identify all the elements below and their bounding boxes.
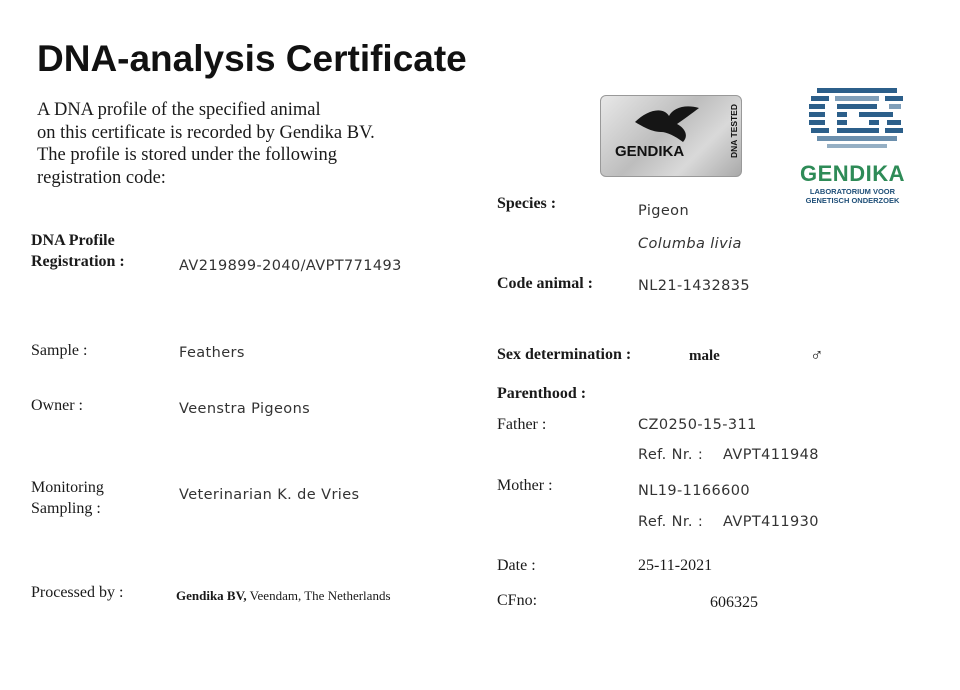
date-label: Date : — [497, 557, 536, 574]
owner-value: Veenstra Pigeons — [179, 401, 311, 417]
processed-company: Gendika BV, — [176, 588, 247, 603]
intro-line: registration code: — [37, 167, 166, 188]
date-value: 25-11-2021 — [638, 557, 713, 574]
pigeon-icon — [633, 102, 703, 146]
logo-subtitle: GENETISCH ONDERZOEK — [805, 196, 900, 205]
mother-label: Mother : — [497, 477, 553, 494]
logo-subtitle: LABORATORIUM VOOR — [809, 187, 896, 196]
cfno-label: CFno: — [497, 592, 538, 609]
species-label: Species : — [497, 195, 557, 212]
father-value: CZ0250-15-311 — [638, 417, 757, 433]
sticker-brand: GENDIKA — [615, 143, 685, 160]
father-label: Father : — [497, 416, 547, 433]
sticker-tested-label: DNA TESTED — [729, 104, 739, 158]
monitoring-value: Veterinarian K. de Vries — [179, 487, 360, 503]
processed-label: Processed by : — [31, 584, 124, 601]
monitoring-label: Sampling : — [31, 500, 101, 517]
processed-value — [176, 588, 391, 604]
owner-label: Owner : — [31, 397, 83, 414]
registration-value: AV219899-2040/AVPT771493 — [179, 258, 402, 274]
sex-label: Sex determination : — [497, 346, 632, 363]
sample-label: Sample : — [31, 342, 88, 359]
mother-ref-label: Ref. Nr. : — [638, 514, 704, 530]
certificate-title: DNA-analysis Certificate — [37, 38, 467, 79]
sample-value: Feathers — [179, 345, 245, 361]
cfno-value: 606325 — [710, 594, 758, 611]
male-symbol-icon: ♂ — [810, 345, 824, 365]
gendika-g-logo-icon — [807, 86, 907, 150]
monitoring-label: Monitoring — [31, 479, 104, 496]
code-animal-label: Code animal : — [497, 275, 593, 292]
intro-line: The profile is stored under the following — [37, 145, 338, 165]
intro-line: A DNA profile of the specified animal — [37, 100, 321, 120]
species-value: Pigeon — [638, 203, 690, 219]
species-latin-value: Columba livia — [638, 236, 742, 252]
gendika-logo — [795, 86, 910, 221]
parenthood-label: Parenthood : — [497, 385, 587, 402]
father-ref-value: AVPT411948 — [723, 447, 819, 463]
mother-ref-value: AVPT411930 — [723, 514, 819, 530]
intro-text — [37, 99, 457, 189]
father-ref-label: Ref. Nr. : — [638, 447, 704, 463]
logo-name: GENDIKA — [800, 161, 905, 186]
code-animal-value: NL21-1432835 — [638, 278, 750, 294]
intro-line: on this certificate is recorded by Gendika BV. — [37, 122, 375, 143]
dna-tested-sticker — [600, 95, 742, 177]
sex-value: male — [689, 348, 720, 364]
processed-location: Veendam, The Netherlands — [249, 588, 391, 603]
registration-label: DNA Profile — [31, 232, 115, 249]
registration-label: Registration : — [31, 253, 125, 270]
mother-value: NL19-1166600 — [638, 483, 750, 499]
